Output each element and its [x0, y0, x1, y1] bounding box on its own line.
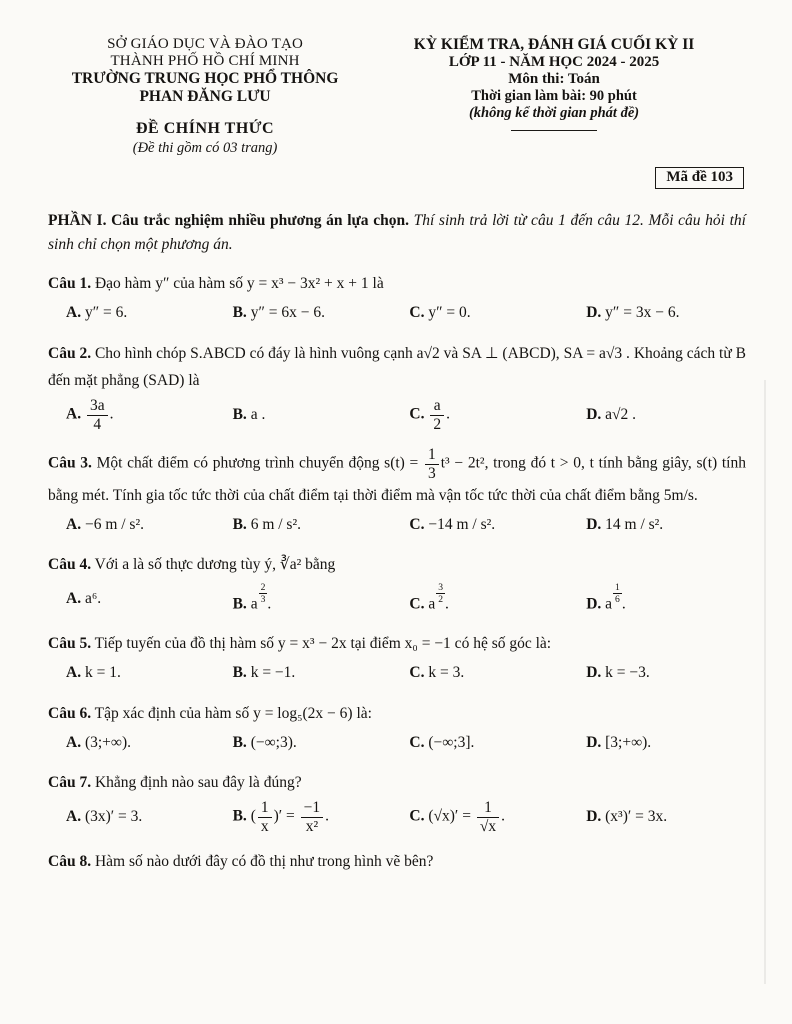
question-6-options [66, 730, 746, 756]
option-a-text: k = 1. [81, 664, 121, 682]
option-d [586, 300, 746, 326]
question-8 [48, 848, 746, 875]
fraction-numerator: 1 [425, 446, 439, 465]
option-b [233, 402, 410, 428]
option-d-label: D. [586, 733, 602, 751]
page-count-note: (Đề thi gồm có 03 trang) [132, 140, 278, 156]
option-b-label: B. [232, 664, 247, 682]
option-c-pre: (√x)′ = [424, 807, 475, 825]
question-5 [48, 630, 746, 686]
option-c [409, 300, 586, 326]
option-b-text: (−∞;3). [246, 733, 297, 751]
option-d-text: (x³)′ = 3x. [601, 808, 668, 826]
exam-title: KỲ KIỂM TRA, ĐÁNH GIÁ CUỐI KỲ II [413, 36, 695, 53]
option-c-label: C. [409, 807, 425, 825]
exam-duration: Thời gian làm bài: 90 phút [471, 88, 637, 104]
question-1 [48, 270, 746, 326]
option-b-text: 6 m / s². [246, 516, 301, 534]
option-b-label: B. [232, 405, 247, 423]
option-c-label: C. [409, 594, 425, 612]
option-b-pre: ( [246, 807, 256, 825]
option-b [233, 300, 410, 326]
question-3-stem-post: t³ − 2t², trong đó t > 0, t tính bằng giây, s(t) tính bằng mét. Tính gia tốc tức thời của chất điểm tại thời điểm mà vận tốc tức thời của chất điểm bằng 5m/s. [48, 454, 746, 504]
question-8-label: Câu 8. [48, 853, 92, 871]
question-3-label: Câu 3. [48, 454, 92, 472]
option-b-label: B. [232, 807, 247, 825]
option-d-base: a [601, 594, 613, 612]
option-b [233, 730, 410, 756]
fraction-numerator: 3a [87, 397, 108, 416]
option-c [409, 582, 586, 618]
option-b-base: a [246, 594, 258, 612]
option-b [233, 799, 410, 835]
option-d-label: D. [586, 405, 602, 423]
fraction-denominator: 2 [433, 415, 442, 433]
question-6 [48, 700, 746, 756]
fraction [301, 799, 324, 835]
option-d [586, 660, 746, 686]
option-c-text: (−∞;3]. [424, 733, 475, 751]
option-a-text: −6 m / s². [81, 516, 144, 534]
option-b-text: y″ = 6x − 6. [246, 304, 326, 322]
option-c-suffix: . [501, 807, 505, 825]
option-c [409, 799, 586, 835]
question-6-stem: Tập xác định của hàm số y = log₅(2x − 6) là: [91, 704, 372, 722]
fraction-numerator: 1 [615, 581, 620, 593]
exam-grade-year: LỚP 11 - NĂM HỌC 2024 - 2025 [448, 54, 660, 70]
option-d-label: D. [586, 304, 602, 322]
question-1-stem: Đạo hàm y″ của hàm số y = x³ − 3x² + x + 1 là [91, 275, 384, 293]
question-5-label: Câu 5. [48, 635, 92, 653]
option-a-label: A. [66, 733, 82, 751]
question-3 [48, 446, 746, 539]
option-a-label: A. [66, 516, 82, 534]
option-b-label: B. [232, 516, 247, 534]
option-a-label: A. [66, 590, 82, 608]
option-c-label: C. [409, 516, 425, 534]
fraction-denominator: 6 [615, 593, 620, 605]
option-c-label: C. [409, 304, 425, 322]
option-a [66, 586, 233, 612]
option-a-label: A. [66, 304, 82, 322]
header-school-block [48, 36, 362, 157]
option-b-label: B. [232, 594, 247, 612]
option-a-label: A. [66, 664, 82, 682]
option-d-text: [3;+∞). [601, 733, 652, 751]
part1-title: PHẦN I. Câu trắc nghiệm nhiều phương án lựa chọn. [48, 212, 409, 229]
option-d [586, 512, 746, 538]
option-d-label: D. [586, 664, 602, 682]
option-d [586, 402, 746, 428]
option-c [409, 660, 586, 686]
question-1-label: Câu 1. [48, 275, 92, 293]
option-b [233, 660, 410, 686]
option-c-label: C. [409, 664, 425, 682]
part1-instructions: Thí sinh trả lời từ câu 1 đến câu 12. Mỗi câu hỏi thí sinh chỉ chọn một phương án. [48, 212, 746, 254]
option-c-text: −14 m / s². [424, 516, 496, 534]
fraction-denominator: 3 [428, 464, 436, 482]
option-b-text: k = −1. [246, 664, 296, 682]
fraction-denominator: 2 [438, 593, 444, 605]
fraction-numerator: 3 [438, 581, 444, 593]
option-d-text: 14 m / s². [601, 516, 664, 534]
exam-header [48, 36, 746, 157]
question-8-stem: Hàm số nào dưới đây có đồ thị như trong hình vẽ bên? [91, 853, 434, 871]
option-c-text: y″ = 0. [424, 304, 471, 322]
fraction-numerator: a [430, 397, 444, 416]
fraction [477, 799, 499, 835]
fraction-numerator: 2 [260, 581, 266, 593]
question-7-label: Câu 7. [48, 774, 92, 792]
question-6-label: Câu 6. [48, 704, 92, 722]
exam-duration-note: (không kể thời gian phát đề) [468, 105, 640, 121]
option-b-suffix: . [325, 807, 330, 825]
exam-code-row [48, 167, 744, 189]
department-line: SỞ GIÁO DỤC VÀ ĐÀO TẠO [107, 36, 304, 52]
option-a-label: A. [66, 405, 82, 423]
fraction-denominator: 3 [260, 593, 266, 605]
question-7-stem: Khẳng định nào sau đây là đúng? [91, 774, 302, 792]
fraction [430, 397, 444, 433]
question-5-options [66, 660, 746, 686]
part1-heading [48, 209, 746, 257]
question-4-label: Câu 4. [48, 556, 92, 574]
option-b-label: B. [232, 304, 247, 322]
header-exam-block [362, 36, 746, 157]
header-divider-rule [511, 130, 597, 131]
option-c-base: a [424, 594, 436, 612]
question-1-options [66, 300, 746, 326]
question-2-label: Câu 2. [48, 344, 92, 362]
option-c [409, 730, 586, 756]
option-a-suffix: . [109, 405, 114, 423]
fraction-denominator: √x [479, 818, 497, 836]
option-a-text: (3x)′ = 3. [81, 808, 143, 826]
option-a [66, 660, 233, 686]
option-d-label: D. [586, 594, 602, 612]
option-b-suffix: . [267, 594, 272, 612]
school-line-1: TRƯỜNG TRUNG HỌC PHỔ THÔNG [71, 70, 339, 87]
option-a [66, 300, 233, 326]
option-a-text: (3;+∞). [81, 733, 131, 751]
question-2-options [66, 397, 746, 433]
option-a-label: A. [66, 808, 82, 826]
fraction-denominator: x [260, 818, 269, 836]
fraction [425, 446, 439, 482]
question-2 [48, 340, 746, 433]
option-a [66, 730, 233, 756]
option-b [233, 582, 410, 618]
option-d-suffix: . [621, 594, 626, 612]
fraction-numerator: 1 [477, 799, 499, 818]
option-c [409, 512, 586, 538]
option-d-text: k = −3. [601, 664, 650, 682]
option-b-mid: )′ = [273, 807, 299, 825]
option-c-suffix: . [446, 405, 450, 423]
option-d [586, 804, 746, 830]
question-4-stem: Với a là số thực dương tùy ý, ∛a² bằng [91, 556, 336, 574]
exponent-fraction [613, 582, 622, 605]
scan-artifact [764, 380, 766, 984]
exponent-fraction [436, 582, 445, 605]
option-b [233, 512, 410, 538]
exam-code-box: Mã đề 103 [655, 167, 744, 189]
question-7-options [66, 799, 746, 835]
option-d [586, 582, 746, 618]
question-4 [48, 551, 746, 617]
fraction [87, 397, 108, 433]
question-2-stem: Cho hình chóp S.ABCD có đáy là hình vuông cạnh a√2 và SA ⊥ (ABCD), SA = a√3 . Khoảng cách từ B đến mặt phẳng (SAD) là [48, 344, 746, 389]
option-c-label: C. [409, 405, 425, 423]
question-4-options [66, 582, 746, 618]
option-c-suffix: . [445, 594, 449, 612]
question-5-stem: Tiếp tuyến của đồ thị hàm số y = x³ − 2x tại điểm x₀ = −1 có hệ số góc là: [91, 635, 552, 653]
question-3-options [66, 512, 746, 538]
fraction-numerator: 1 [258, 799, 272, 818]
option-b-label: B. [232, 733, 247, 751]
option-d-label: D. [586, 516, 602, 534]
option-c-label: C. [409, 733, 425, 751]
city-line: THÀNH PHỐ HỒ CHÍ MINH [110, 53, 300, 69]
option-d [586, 730, 746, 756]
fraction-numerator: −1 [301, 799, 324, 818]
option-d-text: y″ = 3x − 6. [601, 304, 680, 322]
option-a [66, 804, 233, 830]
question-3-stem-pre: Một chất điểm có phương trình chuyển động s(t) = [91, 454, 423, 472]
option-d-label: D. [586, 808, 602, 826]
option-a [66, 512, 233, 538]
option-c [409, 397, 586, 433]
option-a [66, 397, 233, 433]
exam-subject: Môn thi: Toán [508, 71, 600, 87]
school-line-2: PHAN ĐĂNG LƯU [139, 88, 271, 105]
question-7 [48, 769, 746, 835]
fraction-denominator: 4 [93, 415, 102, 433]
option-c-text: k = 3. [424, 664, 465, 682]
fraction-denominator: x² [305, 818, 319, 836]
option-b-text: a . [246, 405, 266, 423]
option-d-text: a√2 . [601, 405, 637, 423]
fraction [258, 799, 272, 835]
option-a-text: y″ = 6. [81, 304, 128, 322]
option-a-text: a⁶. [81, 590, 102, 608]
official-exam-label: ĐỀ CHÍNH THỨC [136, 120, 275, 137]
